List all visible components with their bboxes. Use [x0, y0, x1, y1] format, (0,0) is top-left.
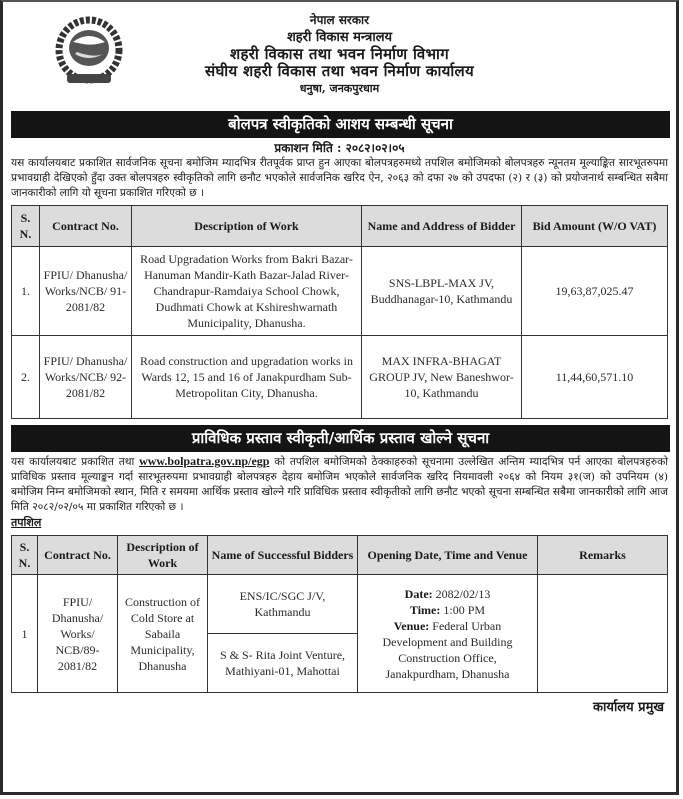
col-description: Description of Work — [118, 536, 208, 575]
paragraph-text-end: को तपशिल बमोजिमको ठेक्काहरुको सूचनामा उल्लेखित अन्तिम म्यादभित्र पर्न आएका बोलपत्रहरुको प्राविधिक प्रस्ताव मूल्याङ्कन गर्दा सारभूतरुपमा प्रभावग्राही बोलपत्रहरु देहाय बमोजिम भएकोले सार्वजनिक खरिद नियमावली २०६४ को नियम ३१(ज) को उपनियम (४) बमोजिम निम्न बमोजिमको स्थान, मिति र समयमा आर्थिक प्रस्ताव खोल्ने गरि प्राविधिक प्रस्ताव स्वीकृतीको लागि छनौट भएको सूचना सम्बन्धित सबैमा जानकारीको लागि आज मिति २०८२/०२/०५ मा प्रकाशित गरिएको छ । — [11, 456, 668, 513]
table-row — [12, 575, 668, 634]
cell-description: Construction of Cold Store at Sabaila Municipality, Dhanusha — [118, 575, 208, 693]
col-bid-amount: Bid Amount (W/O VAT) — [522, 206, 668, 247]
col-opening: Opening Date, Time and Venue — [358, 536, 538, 575]
header-line-office: संघीय शहरी विकास तथा भवन निर्माण कार्यालय — [205, 62, 474, 80]
cell-remarks — [538, 575, 668, 693]
header-line-government: नेपाल सरकार — [309, 13, 370, 27]
cell-sn: 2. — [12, 336, 40, 419]
cell-amount: 11,44,60,571.10 — [522, 336, 668, 419]
intent-notice-banner: बोलपत्र स्वीकृतिको आशय सम्बन्धी सूचना — [11, 111, 670, 138]
header-line-location: धनुषा, जनकपुरधाम — [299, 82, 380, 95]
col-bidder: Name and Address of Bidder — [362, 206, 522, 247]
publication-date: प्रकाशन मिति : २०८२।०२।०५ — [274, 141, 405, 155]
venue-label: Venue: — [393, 618, 430, 633]
opening-venue: Federal Urban Development and Building Construction Office, Janakpurdham, Dhanusha — [382, 618, 513, 681]
cell-amount: 19,63,87,025.47 — [522, 247, 668, 336]
cell-sn: 1 — [12, 575, 38, 693]
col-description: Description of Work — [132, 206, 362, 247]
letterhead — [3, 2, 676, 105]
table-header-row — [12, 536, 668, 575]
financial-opening-table — [11, 535, 668, 693]
cell-description: Road construction and upgradation works in Wards 12, 15 and 16 of Janakpurdham Sub-Metropolitan City, Dhanusha. — [132, 336, 362, 419]
office-chief-signature: कार्यालय प्रमुख — [593, 700, 664, 715]
cell-sn: 1. — [12, 247, 40, 336]
bid-acceptance-table — [11, 205, 668, 419]
cell-bidder: SNS-LBPL-MAX JV, Buddhanagar-10, Kathmandu — [362, 247, 522, 336]
technical-notice-paragraph — [11, 454, 668, 515]
header-line-department: शहरी विकास तथा भवन निर्माण विभाग — [230, 45, 449, 63]
technical-proposal-banner: प्राविधिक प्रस्ताव स्वीकृती/आर्थिक प्रस्ताव खोल्ने सूचना — [11, 425, 670, 452]
col-contract-no: Contract No. — [40, 206, 132, 247]
cell-bidder: MAX INFRA-BHAGAT GROUP JV, New Baneshwor-10, Kathmandu — [362, 336, 522, 419]
cell-contract: FPIU/ Dhanusha/ Works/NCB/ 92-2081/82 — [40, 336, 132, 419]
cell-bidder-1: ENS/IC/SGC J/V, Kathmandu — [208, 575, 358, 634]
table-row — [12, 336, 668, 419]
bolpatra-link[interactable]: www.bolpatra.gov.np/egp — [139, 454, 270, 468]
intent-notice-paragraph: यस कार्यालयबाट प्रकाशित सार्वजनिक सूचना बमोजिम म्यादभित्र रीतपूर्वक प्राप्त हुन आएका बोलपत्रहरुमध्ये तपशिल बमोजिमको बोलपत्रहरु न्यूनतम मूल्याङ्कित सारभूतरुपमा प्रभावग्राही देखिएको हुँदा उक्त बोलपत्रहरु स्वीकृतिको लागि छनौट भएकोले सार्वजनिक खरिद ऐन, २०६३ को दफा २७ को उपदफा (२) र (३) को प्रयोजनार्थ सम्बन्धित सबैमा जानकारीको लागि यो सूचना प्रकाशित गरिएको छ । — [11, 157, 668, 199]
cell-bidder-2: S & S- Rita Joint Venture, Mathiyani-01, Mahottai — [208, 634, 358, 693]
col-remarks: Remarks — [538, 536, 668, 575]
paragraph-text-start: यस कार्यालयबाट प्रकाशित तथा — [11, 456, 140, 468]
col-sn: S. N. — [12, 206, 40, 247]
col-bidders: Name of Successful Bidders — [208, 536, 358, 575]
table-row — [12, 247, 668, 336]
details-subheading: तपशिल — [11, 516, 42, 529]
header-line-ministry: शहरी विकास मन्त्रालय — [286, 30, 393, 45]
cell-contract: FPIU/ Dhanusha/ Works/ NCB/89-2081/82 — [38, 575, 118, 693]
col-sn: S. N. — [12, 536, 38, 575]
nepal-emblem-icon — [53, 12, 125, 90]
opening-time: 1:00 PM — [443, 602, 486, 617]
col-contract-no: Contract No. — [38, 536, 118, 575]
time-label: Time: — [409, 602, 441, 617]
cell-opening-details — [358, 575, 538, 693]
date-label: Date: — [404, 586, 433, 601]
cell-contract: FPIU/ Dhanusha/ Works/NCB/ 91-2081/82 — [40, 247, 132, 336]
table-header-row — [12, 206, 668, 247]
opening-date: 2082/02/13 — [435, 586, 491, 601]
cell-description: Road Upgradation Works from Bakri Bazar-Hanuman Mandir-Kath Bazar-Jalad River-Chandrapur-Ramdaiya School Chowk, Dudhmati Chowk at Kshireshwarnath Municipality, Dhanusha. — [132, 247, 362, 336]
